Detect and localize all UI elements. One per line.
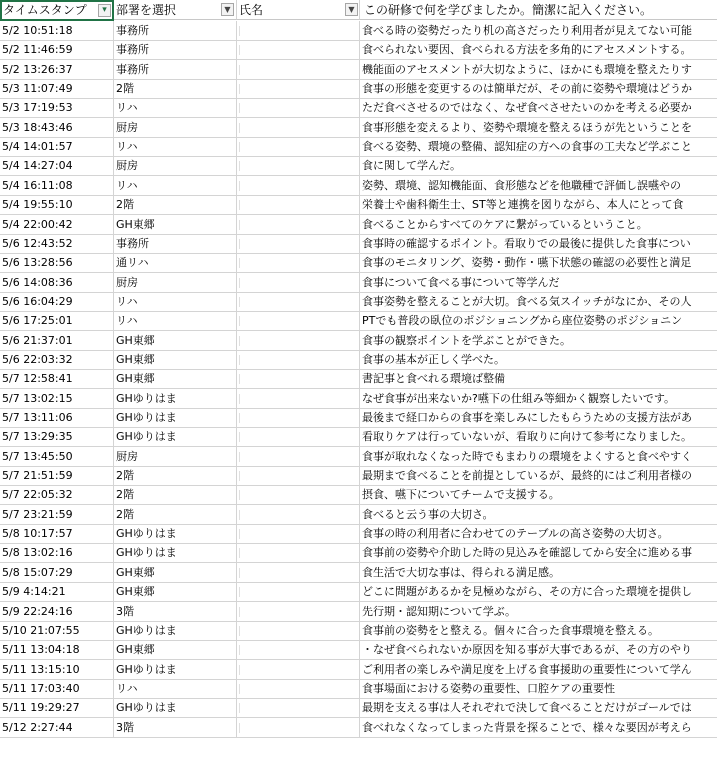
cell-department[interactable]: GHゆりはま: [114, 389, 237, 409]
cell-department[interactable]: 事務所: [114, 40, 237, 60]
cell-department[interactable]: リハ: [114, 679, 237, 699]
cell-name[interactable]: [237, 369, 360, 389]
redacted-name-mark: [239, 65, 240, 75]
cell-timestamp[interactable]: 5/6 12:43:52: [0, 234, 114, 254]
cell-timestamp[interactable]: 5/7 13:02:15: [0, 389, 114, 409]
redacted-name-mark: [239, 103, 240, 113]
table-row: [0, 543, 717, 563]
cell-department[interactable]: GH東郷: [114, 215, 237, 235]
header-cell-timestamp[interactable]: [0, 0, 114, 21]
header-row: [0, 0, 717, 20]
cell-name[interactable]: [237, 621, 360, 641]
table-row: [0, 79, 717, 99]
cell-learning[interactable]: ご利用者の楽しみや満足度を上げる食事援助の重要性について学ん: [360, 660, 717, 680]
cell-department[interactable]: GHゆりはま: [114, 408, 237, 428]
cell-department[interactable]: GHゆりはま: [114, 621, 237, 641]
cell-department[interactable]: 2階: [114, 79, 237, 99]
redacted-name-mark: [239, 336, 240, 346]
cell-name[interactable]: [237, 718, 360, 738]
redacted-name-mark: [239, 471, 240, 481]
cell-department[interactable]: GHゆりはま: [114, 660, 237, 680]
table-row: [0, 621, 717, 641]
table-row: [0, 679, 717, 699]
cell-name[interactable]: [237, 156, 360, 176]
redacted-name-mark: [239, 432, 240, 442]
cell-department[interactable]: リハ: [114, 292, 237, 312]
cell-learning[interactable]: 最後まで経口からの食事を楽しみにしたもらうための支援方法があ: [360, 408, 717, 428]
redacted-name-mark: [239, 607, 240, 617]
cell-name[interactable]: [237, 176, 360, 196]
cell-department[interactable]: GH東郷: [114, 331, 237, 351]
cell-learning[interactable]: 食事のモニタリング、姿勢・動作・嚥下状態の確認の必要性と満足: [360, 253, 717, 273]
cell-timestamp[interactable]: 5/7 13:45:50: [0, 447, 114, 467]
cell-name[interactable]: [237, 389, 360, 409]
redacted-name-mark: [239, 626, 240, 636]
table-row: [0, 640, 717, 660]
redacted-name-mark: [239, 587, 240, 597]
table-row: [0, 40, 717, 60]
table-row: [0, 408, 717, 428]
redacted-name-mark: [239, 45, 240, 55]
cell-name[interactable]: [237, 195, 360, 215]
table-row: [0, 582, 717, 602]
cell-timestamp[interactable]: 5/3 18:43:46: [0, 118, 114, 138]
redacted-name-mark: [239, 316, 240, 326]
cell-name[interactable]: [237, 543, 360, 563]
table-row: [0, 563, 717, 583]
cell-learning[interactable]: PTでも普段の臥位のポジショニングから座位姿勢のポジショニン: [360, 311, 717, 331]
header-label-name: 氏名: [239, 3, 264, 17]
cell-timestamp[interactable]: 5/6 17:25:01: [0, 311, 114, 331]
cell-name[interactable]: [237, 447, 360, 467]
cell-name[interactable]: [237, 273, 360, 293]
table-row: [0, 118, 717, 138]
cell-timestamp[interactable]: 5/7 13:29:35: [0, 427, 114, 447]
table-row: [0, 350, 717, 370]
cell-name[interactable]: [237, 40, 360, 60]
cell-learning[interactable]: ただ食べさせるのではなく、なぜ食べさせたいのかを考える必要か: [360, 98, 717, 118]
table-row: [0, 331, 717, 351]
cell-department[interactable]: GH東郷: [114, 369, 237, 389]
table-row: [0, 485, 717, 505]
table-row: [0, 156, 717, 176]
redacted-name-mark: [239, 665, 240, 675]
cell-learning[interactable]: ・なぜ食べられないか原因を知る事が大事であるが、その方のやり: [360, 640, 717, 660]
header-label-department: 部署を選択: [116, 3, 177, 17]
table-row: [0, 447, 717, 467]
table-row: [0, 292, 717, 312]
cell-learning[interactable]: 食べる時の姿勢だったり机の高さだったり利用者が見えてない可能: [360, 21, 717, 41]
cell-name[interactable]: [237, 350, 360, 370]
cell-name[interactable]: [237, 582, 360, 602]
table-row: [0, 524, 717, 544]
cell-timestamp[interactable]: 5/8 10:17:57: [0, 524, 114, 544]
cell-department[interactable]: 通リハ: [114, 253, 237, 273]
table-row: [0, 660, 717, 680]
cell-learning[interactable]: 食事が取れなくなった時でもまわりの環境をよくすると食べやすく: [360, 447, 717, 467]
cell-department[interactable]: 2階: [114, 466, 237, 486]
cell-name[interactable]: [237, 118, 360, 138]
cell-department[interactable]: GHゆりはま: [114, 427, 237, 447]
cell-department[interactable]: GHゆりはま: [114, 698, 237, 718]
redacted-name-mark: [239, 490, 240, 500]
cell-learning[interactable]: なぜ食事が出来ないか?嚥下の仕組み等細かく観察したいです。: [360, 389, 717, 409]
cell-department[interactable]: 2階: [114, 505, 237, 525]
cell-timestamp[interactable]: 5/12 2:27:44: [0, 718, 114, 738]
cell-timestamp[interactable]: 5/10 21:07:55: [0, 621, 114, 641]
redacted-name-mark: [239, 394, 240, 404]
table-row: [0, 718, 717, 738]
cell-learning[interactable]: 食事の時の利用者に合わせてのテーブルの高さ姿勢の大切さ。: [360, 524, 717, 544]
cell-learning[interactable]: 先行期・認知期について学ぶ。: [360, 602, 717, 622]
cell-timestamp[interactable]: 5/6 13:28:56: [0, 253, 114, 273]
cell-timestamp[interactable]: 5/6 14:08:36: [0, 273, 114, 293]
table-row: [0, 60, 717, 80]
cell-department[interactable]: GH東郷: [114, 640, 237, 660]
table-row: [0, 273, 717, 293]
cell-timestamp[interactable]: 5/8 15:07:29: [0, 563, 114, 583]
cell-department[interactable]: GH東郷: [114, 563, 237, 583]
cell-learning[interactable]: 食に関して学んだ。: [360, 156, 717, 176]
cell-timestamp[interactable]: 5/2 11:46:59: [0, 40, 114, 60]
cell-name[interactable]: [237, 331, 360, 351]
dropdown-arrow-icon[interactable]: ▼: [345, 3, 358, 16]
redacted-name-mark: [239, 123, 240, 133]
sort-filter-icon[interactable]: ▾: [98, 4, 111, 17]
redacted-name-mark: [239, 181, 240, 191]
redacted-name-mark: [239, 548, 240, 558]
cell-department[interactable]: リハ: [114, 176, 237, 196]
cell-timestamp[interactable]: 5/2 10:51:18: [0, 21, 114, 41]
header-cell-learning[interactable]: [348, 0, 717, 20]
cell-learning[interactable]: 最期まで食べることを前提としているが、最終的にはご利用者様の: [360, 466, 717, 486]
redacted-name-mark: [239, 239, 240, 249]
cell-learning[interactable]: 食事形態を変えるより、姿勢や環境を整えるほうが先ということを: [360, 118, 717, 138]
cell-department[interactable]: GHゆりはま: [114, 543, 237, 563]
header-label-learning: この研修で何を学びましたか。簡潔に記入ください。: [364, 3, 653, 17]
cell-timestamp[interactable]: 5/11 17:03:40: [0, 679, 114, 699]
redacted-name-mark: [239, 510, 240, 520]
table-row: [0, 195, 717, 215]
cell-name[interactable]: [237, 485, 360, 505]
cell-learning[interactable]: 食事前の姿勢をと整える。個々に合った食事環境を整える。: [360, 621, 717, 641]
cell-department[interactable]: 厨房: [114, 447, 237, 467]
redacted-name-mark: [239, 645, 240, 655]
redacted-name-mark: [239, 26, 240, 36]
cell-name[interactable]: [237, 524, 360, 544]
cell-timestamp[interactable]: 5/9 22:24:16: [0, 602, 114, 622]
table-row: [0, 427, 717, 447]
table-row: [0, 389, 717, 409]
cell-timestamp[interactable]: 5/11 13:15:10: [0, 660, 114, 680]
cell-timestamp[interactable]: 5/4 14:01:57: [0, 137, 114, 157]
cell-learning[interactable]: 食事時の確認するポイント。看取りでの最後に提供した食事につい: [360, 234, 717, 254]
redacted-name-mark: [239, 84, 240, 94]
cell-timestamp[interactable]: 5/6 21:37:01: [0, 331, 114, 351]
cell-department[interactable]: 2階: [114, 195, 237, 215]
redacted-name-mark: [239, 200, 240, 210]
cell-name[interactable]: [237, 698, 360, 718]
redacted-name-mark: [239, 723, 240, 733]
cell-learning[interactable]: 食事場面における姿勢の重要性、口腔ケアの重要性: [360, 679, 717, 699]
cell-name[interactable]: [237, 563, 360, 583]
cell-timestamp[interactable]: 5/6 22:03:32: [0, 350, 114, 370]
cell-name[interactable]: [237, 234, 360, 254]
cell-learning[interactable]: 食べることからすべてのケアに繋がっているということ。: [360, 215, 717, 235]
cell-timestamp[interactable]: 5/6 16:04:29: [0, 292, 114, 312]
cell-department[interactable]: 厨房: [114, 118, 237, 138]
cell-learning[interactable]: どこに問題があるかを見極めながら、その方に合った環境を提供し: [360, 582, 717, 602]
cell-learning[interactable]: 看取りケアは行っていないが、看取りに向けて参考になりました。: [360, 427, 717, 447]
redacted-name-mark: [239, 161, 240, 171]
cell-timestamp[interactable]: 5/4 14:27:04: [0, 156, 114, 176]
redacted-name-mark: [239, 258, 240, 268]
table-row: [0, 137, 717, 157]
cell-learning[interactable]: 食事について食べる事について等学んだ: [360, 273, 717, 293]
table-row: [0, 98, 717, 118]
cell-name[interactable]: [237, 427, 360, 447]
table-row: [0, 505, 717, 525]
header-cell-name[interactable]: [237, 0, 360, 20]
cell-learning[interactable]: 食事の形態を変更するのは簡単だが、その前に姿勢や環境はどうか: [360, 79, 717, 99]
cell-learning[interactable]: 最期を支える事は人それぞれで決して食べることだけがゴールでは: [360, 698, 717, 718]
cell-department[interactable]: リハ: [114, 137, 237, 157]
cell-learning[interactable]: 食べれなくなってしまった背景を探ることで、様々な要因が考えら: [360, 718, 717, 738]
cell-learning[interactable]: 摂食、嚥下についてチームで支援する。: [360, 485, 717, 505]
cell-learning[interactable]: 食事姿勢を整えることが大切。食べる気スイッチがなにか、その人: [360, 292, 717, 312]
header-label-timestamp: タイムスタンプ: [3, 3, 87, 17]
redacted-name-mark: [239, 297, 240, 307]
redacted-name-mark: [239, 278, 240, 288]
redacted-name-mark: [239, 452, 240, 462]
redacted-name-mark: [239, 374, 240, 384]
table-row: [0, 311, 717, 331]
cell-department[interactable]: リハ: [114, 311, 237, 331]
cell-department[interactable]: 事務所: [114, 60, 237, 80]
redacted-name-mark: [239, 220, 240, 230]
table-row: [0, 602, 717, 622]
cell-timestamp[interactable]: 5/3 11:07:49: [0, 79, 114, 99]
cell-name[interactable]: [237, 602, 360, 622]
redacted-name-mark: [239, 684, 240, 694]
redacted-name-mark: [239, 142, 240, 152]
cell-timestamp[interactable]: 5/2 13:26:37: [0, 60, 114, 80]
redacted-name-mark: [239, 568, 240, 578]
cell-learning[interactable]: 食べる姿勢、環境の整備、認知症の方への食事の工夫など学ぶこと: [360, 137, 717, 157]
cell-department[interactable]: GHゆりはま: [114, 524, 237, 544]
cell-name[interactable]: [237, 679, 360, 699]
cell-timestamp[interactable]: 5/9 4:14:21: [0, 582, 114, 602]
table-row: [0, 369, 717, 389]
header-cell-department[interactable]: [114, 0, 237, 20]
table-row: [0, 466, 717, 486]
cell-learning[interactable]: 食べると云う事の大切さ。: [360, 505, 717, 525]
cell-timestamp[interactable]: 5/11 19:29:27: [0, 698, 114, 718]
redacted-name-mark: [239, 529, 240, 539]
table-row: [0, 215, 717, 235]
cell-department[interactable]: GH東郷: [114, 582, 237, 602]
table-row: [0, 176, 717, 196]
cell-timestamp[interactable]: 5/11 13:04:18: [0, 640, 114, 660]
cell-department[interactable]: 3階: [114, 718, 237, 738]
cell-name[interactable]: [237, 21, 360, 41]
cell-timestamp[interactable]: 5/7 21:51:59: [0, 466, 114, 486]
redacted-name-mark: [239, 703, 240, 713]
dropdown-arrow-icon[interactable]: ▼: [221, 3, 234, 16]
cell-timestamp[interactable]: 5/7 23:21:59: [0, 505, 114, 525]
cell-name[interactable]: [237, 79, 360, 99]
table-row: [0, 21, 717, 41]
cell-department[interactable]: 厨房: [114, 273, 237, 293]
cell-name[interactable]: [237, 253, 360, 273]
cell-timestamp[interactable]: 5/8 13:02:16: [0, 543, 114, 563]
cell-timestamp[interactable]: 5/4 19:55:10: [0, 195, 114, 215]
cell-timestamp[interactable]: 5/7 12:58:41: [0, 369, 114, 389]
cell-timestamp[interactable]: 5/4 22:00:42: [0, 215, 114, 235]
cell-learning[interactable]: 食事前の姿勢や介助した時の見込みを確認してから安全に進める事: [360, 543, 717, 563]
cell-learning[interactable]: 食事の基本が正しく学べた。: [360, 350, 717, 370]
cell-learning[interactable]: 書記事と食べれる環境ば整備: [360, 369, 717, 389]
cell-learning[interactable]: 機能面のアセスメントが大切なように、ほかにも環境を整えたりす: [360, 60, 717, 80]
cell-name[interactable]: [237, 466, 360, 486]
table-row: [0, 234, 717, 254]
table-row: [0, 698, 717, 718]
cell-timestamp[interactable]: 5/4 16:11:08: [0, 176, 114, 196]
cell-learning[interactable]: 栄養士や歯科衛生士、ST等と連携を図りながら、本人にとって食: [360, 195, 717, 215]
cell-department[interactable]: 事務所: [114, 234, 237, 254]
cell-learning[interactable]: 姿勢、環境、認知機能面、食形態などを他職種で評価し誤嚥やの: [360, 176, 717, 196]
cell-department[interactable]: 3階: [114, 602, 237, 622]
redacted-name-mark: [239, 355, 240, 365]
cell-learning[interactable]: 食生活で大切な事は、得られる満足感。: [360, 563, 717, 583]
cell-timestamp[interactable]: 5/3 17:19:53: [0, 98, 114, 118]
cell-name[interactable]: [237, 292, 360, 312]
cell-name[interactable]: [237, 640, 360, 660]
cell-name[interactable]: [237, 60, 360, 80]
redacted-name-mark: [239, 413, 240, 423]
cell-learning[interactable]: 食事の観察ポイントを学ぶことができた。: [360, 331, 717, 351]
cell-timestamp[interactable]: 5/7 13:11:06: [0, 408, 114, 428]
cell-name[interactable]: [237, 137, 360, 157]
cell-department[interactable]: 事務所: [114, 21, 237, 41]
cell-learning[interactable]: 食べられない要因、食べられる方法を多角的にアセスメントする。: [360, 40, 717, 60]
cell-name[interactable]: [237, 98, 360, 118]
cell-name[interactable]: [237, 215, 360, 235]
cell-name[interactable]: [237, 408, 360, 428]
cell-timestamp[interactable]: 5/7 22:05:32: [0, 485, 114, 505]
cell-department[interactable]: 厨房: [114, 156, 237, 176]
cell-department[interactable]: GH東郷: [114, 350, 237, 370]
cell-name[interactable]: [237, 311, 360, 331]
table-row: [0, 253, 717, 273]
cell-name[interactable]: [237, 505, 360, 525]
cell-department[interactable]: リハ: [114, 98, 237, 118]
cell-name[interactable]: [237, 660, 360, 680]
cell-department[interactable]: 2階: [114, 485, 237, 505]
